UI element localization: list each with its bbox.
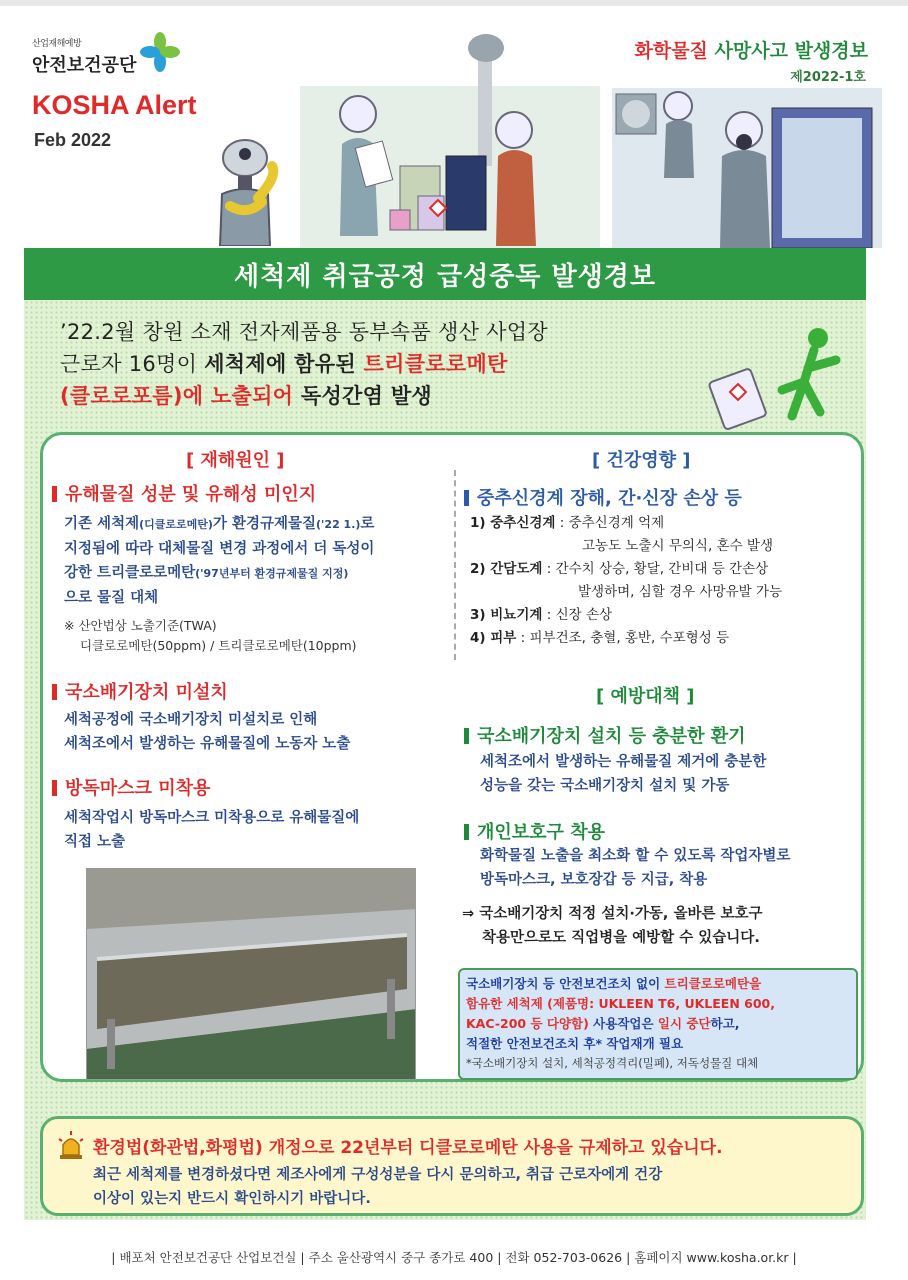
prevention-1-bar (464, 728, 469, 744)
kosha-cross-logo-icon (138, 30, 182, 74)
prevention-2-line-1: 화학물질 노출을 최소화 할 수 있도록 작업자별로 (480, 848, 791, 864)
notice-line-2: 함유한 세척제 (제품명: UKLEEN T6, UKLEEN 600, (466, 996, 775, 1011)
issue-date: Feb 2022 (34, 130, 112, 150)
prevention-1-body (480, 750, 860, 798)
health-title-text: 중추신경계 장해, 간·신장 손상 등 (477, 488, 742, 509)
health-item-2-text: : 간수치 상승, 황달, 간비대 등 간손상 (542, 561, 769, 577)
lead-chemical-name: 트리클로로메탄 (363, 352, 508, 376)
prevention-heading: [ 예방대책 ] (596, 686, 695, 707)
alert-number: 제2022-1호 (790, 70, 866, 85)
notice-line-3d: 하고, (710, 1016, 740, 1031)
alert-tag (602, 30, 892, 92)
cause-3-line-1: 세척작업시 방독마스크 미착용으로 유해물질에 (64, 810, 360, 826)
suspension-notice-box (458, 968, 858, 1080)
title-band (24, 248, 866, 300)
cause-1-l1c: 가 환경규제물질 (212, 516, 317, 532)
org-name: 안전보건공단 (32, 55, 137, 76)
siren-icon (55, 1129, 87, 1161)
prevention-1-title-text: 국소배기장치 설치 등 충분한 환기 (477, 726, 746, 747)
regulation-line-2: 이상이 있는지 반드시 확인하시기 바랍니다. (93, 1191, 371, 1207)
prevention-2-body (480, 844, 860, 892)
cause-2-line-2: 세척조에서 발생하는 유해물질에 노동자 노출 (64, 736, 351, 752)
health-item-4-label: 4) 피부 (470, 630, 517, 646)
cause-1-line-1 (64, 512, 454, 537)
cause-3-title-text: 방독마스크 미착용 (65, 778, 211, 799)
health-item-3-label: 3) 비뇨기계 (470, 607, 543, 623)
cause-1-l1e: 로 (360, 516, 375, 532)
lab-workers-illustration (612, 88, 882, 248)
prevention-conclusion (462, 902, 858, 950)
main-title: 세척제 취급공정 급성중독 발생경보 (234, 261, 656, 292)
cause-3-line-2: 직접 노출 (64, 834, 126, 850)
lead-line-2b: 세척제에 함유된 (204, 352, 364, 376)
prevention-2-line-2: 방독마스크, 보호장갑 등 지급, 착용 (480, 872, 708, 888)
cause-1-l1b: (디클로로메탄) (139, 518, 213, 531)
lead-line-2a: 근로자 16명이 (60, 352, 205, 376)
cause-1-l1d: ('22 1.) (316, 518, 361, 531)
cause-2-line-1: 세척공정에 국소배기장치 미설치로 인해 (64, 712, 318, 728)
health-item-1-label: 1) 중추신경계 (470, 515, 556, 531)
health-item-1-text: : 중추신경계 억제 (555, 515, 665, 531)
notice-line-1b: 트리클로로메탄을 (664, 976, 762, 991)
notice-line-3a: KAC-200 등 다양함) (466, 1016, 589, 1031)
lead-line-3 (60, 380, 700, 412)
health-bar (464, 490, 469, 506)
causes-heading: [ 재해원인 ] (186, 450, 285, 471)
notice-line-4: 적절한 안전보건조치 후* 작업재개 필요 (466, 1036, 684, 1051)
cause-1-line-4: 으로 물질 대체 (64, 590, 159, 606)
health-heading: [ 건강영향 ] (592, 450, 691, 471)
notice-line-1a: 국소배기장치 등 안전보건조치 없이 (466, 976, 665, 991)
cause-1-bar (52, 486, 57, 502)
cause-2-body (64, 708, 454, 756)
health-item-4 (470, 627, 860, 650)
health-item-2-label: 2) 간담도계 (470, 561, 543, 577)
regulation-line-1: 최근 세척제를 변경하셨다면 제조사에게 구성성분을 다시 문의하고, 취급 근로자에게 건강 (93, 1167, 663, 1183)
cause-1-line-3 (64, 561, 454, 586)
column-divider (454, 470, 456, 660)
cause-3-body (64, 806, 454, 854)
health-item-2 (470, 558, 860, 581)
regulation-notice (40, 1116, 864, 1216)
prevention-2-title-text: 개인보호구 착용 (477, 822, 605, 843)
cause-1-l3a: 강한 트리클로로메탄 (64, 565, 196, 581)
lead-line-2 (60, 348, 700, 380)
prevention-1-title (464, 722, 746, 748)
prevention-2-bar (464, 824, 469, 840)
regulation-title: 환경법(화관법,화평법) 개정으로 22년부터 디클로로메탄 사용을 규제하고 있습니다. (93, 1138, 723, 1158)
health-item-3 (470, 604, 860, 627)
prevention-1-line-1: 세척조에서 발생하는 유해물질 제거에 충분한 (480, 754, 767, 770)
cause-1-title-text: 유해물질 성분 및 유해성 미인지 (65, 484, 317, 505)
org-small-label: 산업재해예방 (32, 39, 82, 49)
hazmat-worker-illustration (200, 136, 290, 246)
lead-line-1: ’22.2월 창원 소재 전자제품용 동부속품 생산 사업장 (60, 320, 548, 344)
prevention-conclusion-2: 착용만으로도 직업병을 예방할 수 있습니다. (482, 930, 760, 946)
header (0, 6, 908, 246)
exposure-note-2: 디클로로메탄(50ppm) / 트리클로로메탄(10ppm) (80, 638, 357, 653)
notice-line-3 (466, 1014, 850, 1034)
alert-title-chemical: 화학물질 (634, 40, 708, 62)
cause-1-title (52, 480, 316, 506)
notice-line-3b: 사용작업은 (588, 1016, 658, 1031)
health-item-1-text2: 고농도 노출시 무의식, 혼수 발생 (582, 538, 773, 554)
notice-footnote: *국소배기장치 설치, 세척공정격리(밀폐), 저독성물질 대체 (466, 1056, 759, 1070)
health-list (470, 512, 860, 650)
degreasing-tank-image (87, 869, 416, 1080)
cause-2-title (52, 678, 228, 704)
footer-contact: | 배포처 안전보건공단 산업보건실 | 주소 울산광역시 중구 종가로 400 | 전화 052-703-0626 | 홈페이지 www.kosha.or.kr | (111, 1250, 797, 1265)
health-item-1 (470, 512, 860, 535)
cause-2-bar (52, 684, 57, 700)
lead-line-3a: (클로로포름)에 노출되어 (60, 384, 294, 408)
lead-line-3b: 독성간염 발생 (293, 384, 433, 408)
exposure-note (64, 616, 357, 656)
cause-1-line-2: 지정됨에 따라 대체물질 변경 과정에서 더 독성이 (64, 541, 375, 557)
chemical-scene-illustration (300, 26, 600, 251)
notice-line-1 (466, 974, 850, 994)
alert-brand: KOSHA Alert (32, 90, 197, 120)
exposure-note-1: ※ 산안법상 노출기준(TWA) (64, 618, 217, 633)
cause-1-body (64, 512, 454, 610)
health-item-3-text: : 신장 손상 (542, 607, 613, 623)
falling-worker-icon (708, 320, 858, 430)
lead-summary (60, 316, 700, 412)
prevention-conclusion-1: ⇒ 국소배기장치 적정 설치·가동, 올바른 보호구 (462, 906, 763, 922)
cause-1-l1a: 기존 세척제 (64, 516, 140, 532)
prevention-2-title (464, 818, 605, 844)
degreasing-tank-photo (86, 868, 416, 1080)
kosha-logo (32, 36, 136, 77)
health-item-4-text: : 피부건조, 충혈, 홍반, 수포형성 등 (516, 630, 730, 646)
alert-title-rest: 사망사고 발생경보 (714, 40, 868, 62)
health-item-2-text2: 발생하며, 심할 경우 사망유발 가능 (578, 584, 783, 600)
cause-3-bar (52, 780, 57, 796)
cause-2-title-text: 국소배기장치 미설치 (65, 682, 228, 703)
regulation-text (93, 1163, 853, 1211)
prevention-1-line-2: 성능을 갖는 국소배기장치 설치 및 가동 (480, 778, 730, 794)
alert-title (635, 36, 869, 63)
notice-line-3c: 일시 중단 (657, 1016, 711, 1031)
cause-1-l3b: ('97년부터 환경규제물질 지정) (195, 567, 349, 580)
cause-3-title (52, 774, 210, 800)
health-title (464, 484, 742, 510)
